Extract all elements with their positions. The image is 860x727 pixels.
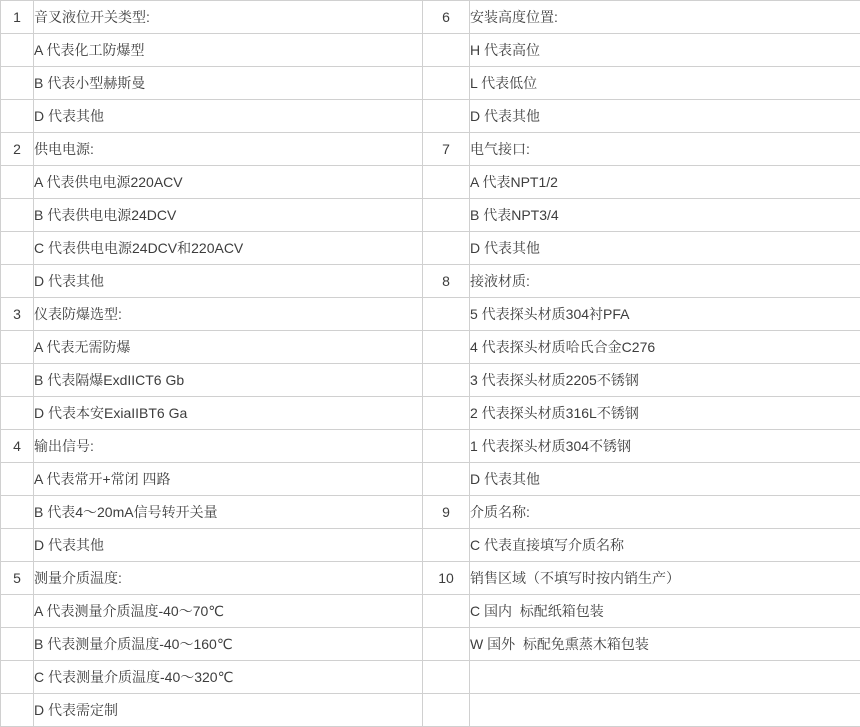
item-number-cell-empty bbox=[1, 628, 34, 661]
item-number-cell-empty bbox=[423, 166, 470, 199]
option-cell: 5 代表探头材质304衬PFA bbox=[470, 298, 860, 331]
item-number-cell: 5 bbox=[1, 562, 34, 595]
item-number-cell: 3 bbox=[1, 298, 34, 331]
item-number-cell-empty bbox=[1, 166, 34, 199]
item-number-cell-empty bbox=[1, 661, 34, 694]
option-cell: D 代表需定制 bbox=[34, 694, 423, 727]
option-cell: 3 代表探头材质2205不锈钢 bbox=[470, 364, 860, 397]
option-cell: C 代表供电电源24DCV和220ACV bbox=[34, 232, 423, 265]
option-cell: W 国外 标配免熏蒸木箱包装 bbox=[470, 628, 860, 661]
empty-cell bbox=[470, 694, 860, 727]
item-number-cell: 8 bbox=[423, 265, 470, 298]
option-cell: B 代表小型赫斯曼 bbox=[34, 67, 423, 100]
item-number-cell: 4 bbox=[1, 430, 34, 463]
table-row bbox=[1, 1, 860, 34]
section-title-cell: 仪表防爆选型: bbox=[34, 298, 423, 331]
item-number-cell-empty bbox=[1, 34, 34, 67]
spec-table-body bbox=[1, 1, 860, 727]
option-cell: 2 代表探头材质316L不锈钢 bbox=[470, 397, 860, 430]
table-row bbox=[1, 199, 860, 232]
option-cell: B 代表测量介质温度-40～160℃ bbox=[34, 628, 423, 661]
option-cell: D 代表其他 bbox=[470, 100, 860, 133]
item-number-cell-empty bbox=[423, 331, 470, 364]
section-title-cell: 输出信号: bbox=[34, 430, 423, 463]
item-number-cell-empty bbox=[423, 232, 470, 265]
item-number-cell: 6 bbox=[423, 1, 470, 34]
table-row bbox=[1, 34, 860, 67]
table-row bbox=[1, 100, 860, 133]
option-cell: A 代表化工防爆型 bbox=[34, 34, 423, 67]
section-title-cell: 音叉液位开关类型: bbox=[34, 1, 423, 34]
option-cell: B 代表NPT3/4 bbox=[470, 199, 860, 232]
item-number-cell: 7 bbox=[423, 133, 470, 166]
table-row bbox=[1, 496, 860, 529]
option-cell: 1 代表探头材质304不锈钢 bbox=[470, 430, 860, 463]
option-cell: D 代表其他 bbox=[470, 232, 860, 265]
item-number-cell-empty bbox=[1, 595, 34, 628]
item-number-cell-empty bbox=[423, 661, 470, 694]
option-cell: D 代表本安ExiaIIBT6 Ga bbox=[34, 397, 423, 430]
item-number-cell: 10 bbox=[423, 562, 470, 595]
item-number-cell: 2 bbox=[1, 133, 34, 166]
item-number-cell-empty bbox=[423, 364, 470, 397]
option-cell: D 代表其他 bbox=[470, 463, 860, 496]
section-title-cell: 电气接口: bbox=[470, 133, 860, 166]
item-number-cell-empty bbox=[1, 364, 34, 397]
table-row bbox=[1, 661, 860, 694]
item-number-cell-empty bbox=[1, 397, 34, 430]
option-cell: L 代表低位 bbox=[470, 67, 860, 100]
item-number-cell-empty bbox=[423, 430, 470, 463]
table-row bbox=[1, 364, 860, 397]
option-cell: A 代表供电电源220ACV bbox=[34, 166, 423, 199]
option-cell: B 代表4～20mA信号转开关量 bbox=[34, 496, 423, 529]
item-number-cell-empty bbox=[423, 199, 470, 232]
option-cell: D 代表其他 bbox=[34, 265, 423, 298]
table-row bbox=[1, 166, 860, 199]
item-number-cell-empty bbox=[1, 100, 34, 133]
table-row bbox=[1, 133, 860, 166]
option-cell: H 代表高位 bbox=[470, 34, 860, 67]
item-number-cell-empty bbox=[423, 529, 470, 562]
option-cell: D 代表其他 bbox=[34, 529, 423, 562]
item-number-cell-empty bbox=[1, 694, 34, 727]
section-title-cell: 测量介质温度: bbox=[34, 562, 423, 595]
item-number-cell-empty bbox=[1, 529, 34, 562]
item-number-cell: 9 bbox=[423, 496, 470, 529]
option-cell: A 代表测量介质温度-40～70℃ bbox=[34, 595, 423, 628]
option-cell: A 代表NPT1/2 bbox=[470, 166, 860, 199]
table-row bbox=[1, 67, 860, 100]
section-title-cell: 介质名称: bbox=[470, 496, 860, 529]
item-number-cell-empty bbox=[1, 199, 34, 232]
item-number-cell-empty bbox=[423, 694, 470, 727]
option-cell: C 代表直接填写介质名称 bbox=[470, 529, 860, 562]
item-number-cell-empty bbox=[423, 463, 470, 496]
table-row bbox=[1, 595, 860, 628]
option-cell: C 国内 标配纸箱包装 bbox=[470, 595, 860, 628]
item-number-cell: 1 bbox=[1, 1, 34, 34]
item-number-cell-empty bbox=[1, 463, 34, 496]
table-row bbox=[1, 529, 860, 562]
option-cell: A 代表常开+常闭 四路 bbox=[34, 463, 423, 496]
item-number-cell-empty bbox=[423, 595, 470, 628]
table-row bbox=[1, 628, 860, 661]
item-number-cell-empty bbox=[1, 67, 34, 100]
table-row bbox=[1, 298, 860, 331]
empty-cell bbox=[470, 661, 860, 694]
option-cell: 4 代表探头材质哈氏合金C276 bbox=[470, 331, 860, 364]
item-number-cell-empty bbox=[1, 496, 34, 529]
item-number-cell-empty bbox=[423, 34, 470, 67]
table-row bbox=[1, 430, 860, 463]
table-row bbox=[1, 562, 860, 595]
table-row bbox=[1, 694, 860, 727]
section-title-cell: 供电电源: bbox=[34, 133, 423, 166]
item-number-cell-empty bbox=[1, 265, 34, 298]
table-row bbox=[1, 232, 860, 265]
option-cell: B 代表供电电源24DCV bbox=[34, 199, 423, 232]
section-title-cell: 销售区域（不填写时按内销生产） bbox=[470, 562, 860, 595]
item-number-cell-empty bbox=[423, 397, 470, 430]
table-row bbox=[1, 331, 860, 364]
item-number-cell-empty bbox=[423, 298, 470, 331]
table-row bbox=[1, 265, 860, 298]
item-number-cell-empty bbox=[423, 628, 470, 661]
item-number-cell-empty bbox=[423, 100, 470, 133]
table-row bbox=[1, 463, 860, 496]
option-cell: D 代表其他 bbox=[34, 100, 423, 133]
item-number-cell-empty bbox=[1, 232, 34, 265]
section-title-cell: 接液材质: bbox=[470, 265, 860, 298]
option-cell: A 代表无需防爆 bbox=[34, 331, 423, 364]
item-number-cell-empty bbox=[423, 67, 470, 100]
option-cell: B 代表隔爆ExdIICT6 Gb bbox=[34, 364, 423, 397]
table-row bbox=[1, 397, 860, 430]
section-title-cell: 安装高度位置: bbox=[470, 1, 860, 34]
item-number-cell-empty bbox=[1, 331, 34, 364]
option-cell: C 代表测量介质温度-40～320℃ bbox=[34, 661, 423, 694]
